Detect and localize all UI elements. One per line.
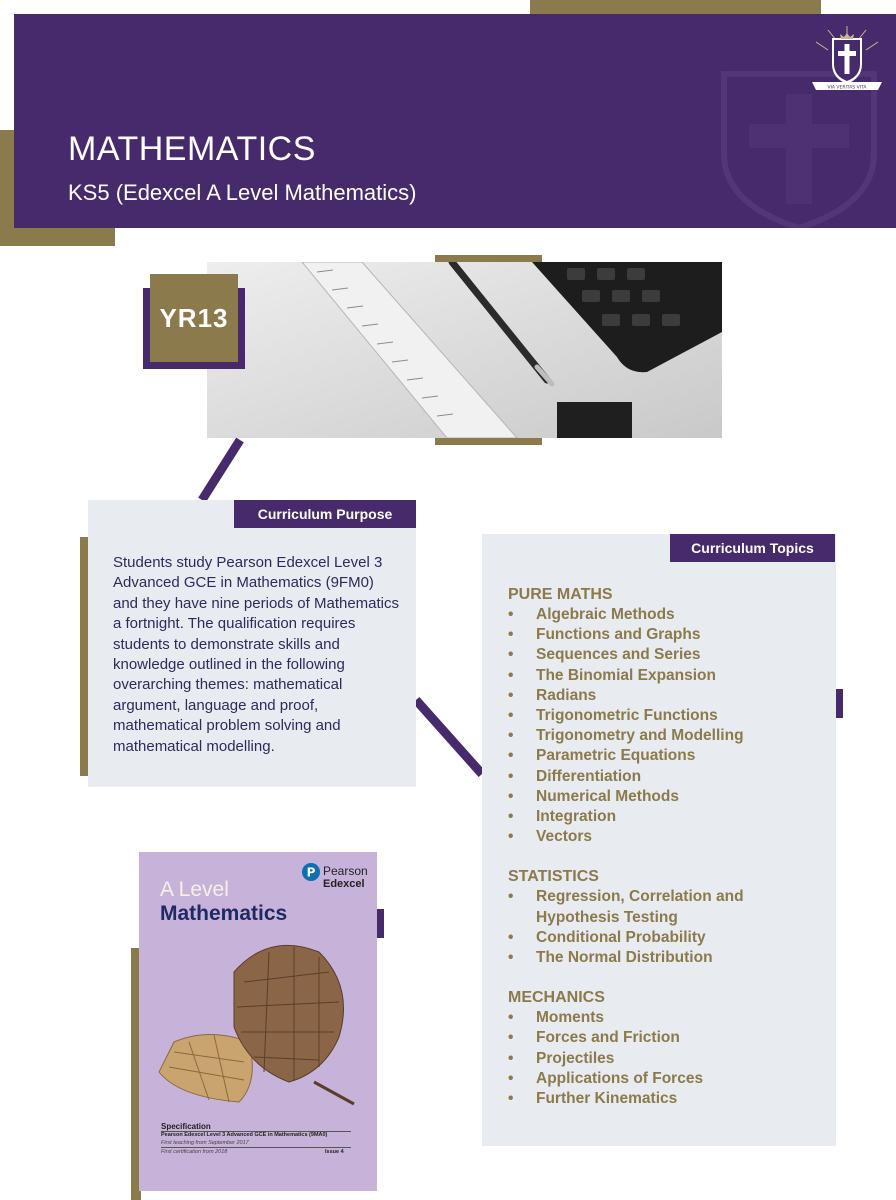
- topic-section-statistics: [508, 867, 828, 968]
- spec-divider: [161, 1147, 351, 1148]
- issue-number: Issue 4: [325, 1149, 344, 1155]
- first-teaching: First teaching from September 2017: [161, 1140, 249, 1146]
- topic-item: • The Binomial Expansion: [508, 666, 828, 686]
- textbook-cover: [139, 852, 377, 1191]
- topic-item: • Conditional Probability: [508, 928, 828, 948]
- topic-item: • Vectors: [508, 827, 828, 847]
- topic-item: • The Normal Distribution: [508, 948, 828, 968]
- book-title-line2: Mathematics: [160, 902, 288, 925]
- first-certification: First certification from 2018: [161, 1149, 228, 1155]
- topic-item: • Functions and Graphs: [508, 625, 828, 645]
- purpose-tab: Curriculum Purpose: [234, 500, 416, 528]
- topic-item: • Further Kinematics: [508, 1089, 828, 1109]
- topic-item: • Parametric Equations: [508, 746, 828, 766]
- topics-list: [508, 585, 828, 1109]
- topic-item: • Sequences and Series: [508, 645, 828, 665]
- topic-item: • Differentiation: [508, 767, 828, 787]
- year-badge: YR13: [150, 274, 238, 362]
- topic-item: • Regression, Correlation and Hypothesis Testing: [508, 887, 828, 927]
- spec-line: Pearson Edexcel Level 3 Advanced GCE in Mathematics (9MA0): [161, 1132, 328, 1138]
- topic-item: • Applications of Forces: [508, 1069, 828, 1089]
- book-title-line1: A Level: [160, 878, 229, 901]
- svg-text:VIA VERITAS VITA: VIA VERITAS VITA: [827, 85, 867, 91]
- brand-pearson: Pearson: [323, 864, 368, 878]
- book-side-accent: [377, 909, 384, 938]
- pearson-logo-icon: [301, 862, 321, 882]
- topic-item: • Algebraic Methods: [508, 605, 828, 625]
- topics-side-accent: [836, 689, 843, 718]
- topic-item: • Projectiles: [508, 1049, 828, 1069]
- origami-pinecone-image: [149, 932, 369, 1112]
- topic-item: • Numerical Methods: [508, 787, 828, 807]
- topic-item: • Trigonometric Functions: [508, 706, 828, 726]
- topic-section-mechanics: [508, 988, 828, 1109]
- section-heading: STATISTICS: [508, 868, 599, 886]
- topic-item: • Moments: [508, 1008, 828, 1028]
- topic-item: • Trigonometry and Modelling: [508, 726, 828, 746]
- topics-tab: Curriculum Topics: [670, 534, 835, 562]
- brand-edexcel: Edexcel: [323, 878, 365, 890]
- page-subtitle: KS5 (Edexcel A Level Mathematics): [68, 180, 417, 205]
- svg-text:P: P: [306, 865, 316, 880]
- topic-item: • Forces and Friction: [508, 1028, 828, 1048]
- purpose-text: Students study Pearson Edexcel Level 3 Advanced GCE in Mathematics (9FM0) and they have nine periods of Mathematics a fortnight. The qualification requires students to demonstrate skills and knowledge outlined in the following overarching themes: mathematical argument, language and proof, mathematical problem solving and mathematical modelling.: [113, 554, 400, 755]
- section-heading: PURE MATHS: [508, 586, 613, 603]
- topic-section-pure: [508, 585, 828, 847]
- section-heading: MECHANICS: [508, 989, 605, 1007]
- spec-heading: Specification: [161, 1122, 211, 1131]
- topic-item: • Radians: [508, 686, 828, 706]
- topic-item: • Integration: [508, 807, 828, 827]
- page-title: MATHEMATICS: [68, 130, 316, 168]
- spec-divider: [161, 1131, 351, 1132]
